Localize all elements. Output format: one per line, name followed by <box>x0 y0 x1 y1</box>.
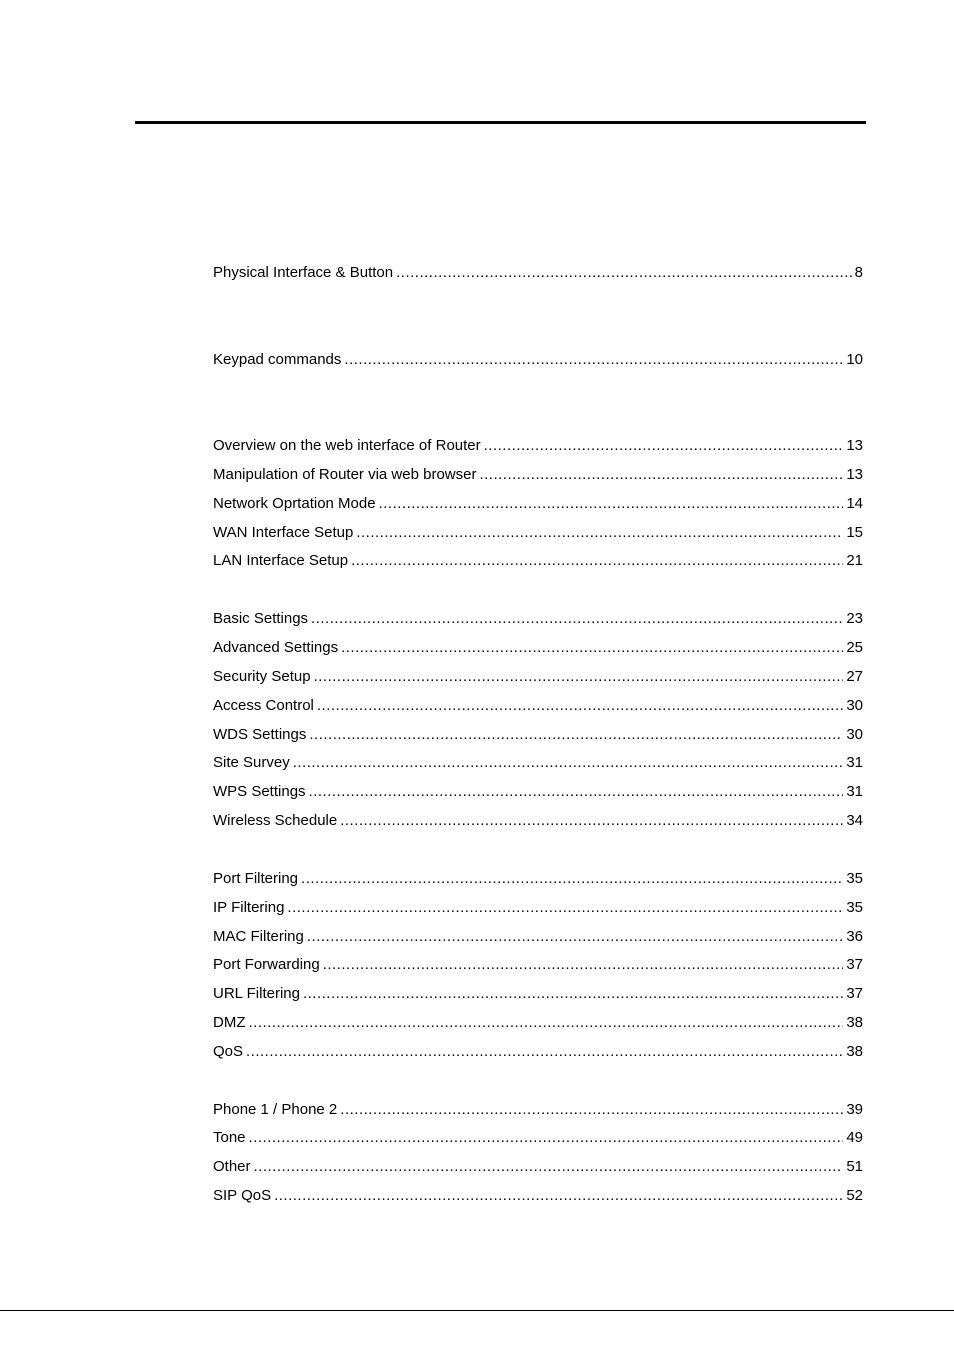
toc-entry[interactable] <box>213 753 863 773</box>
toc-entry-title: Other <box>213 1158 251 1175</box>
dot-leader <box>344 350 843 370</box>
toc-entry-title: Advanced Settings <box>213 639 339 656</box>
dot-leader <box>340 811 843 831</box>
toc-entry-page: 49 <box>846 1129 863 1146</box>
dot-leader <box>317 696 843 716</box>
toc-entry[interactable] <box>213 1100 863 1120</box>
toc-entry-title: Keypad commands <box>213 351 342 368</box>
toc-entry[interactable] <box>213 898 863 918</box>
toc-entry-page: 35 <box>846 899 863 916</box>
dot-leader <box>249 1128 844 1148</box>
dot-leader <box>309 725 843 745</box>
dot-leader <box>323 955 844 975</box>
toc-entry[interactable] <box>213 523 863 543</box>
dot-leader <box>303 984 843 1004</box>
dot-leader <box>246 1042 843 1062</box>
toc-entry-page: 34 <box>846 812 863 829</box>
toc-entry-page: 14 <box>846 495 863 512</box>
dot-leader <box>479 465 843 485</box>
toc-entry-page: 52 <box>846 1187 863 1204</box>
toc-entry-title: Site Survey <box>213 754 290 771</box>
toc-entry[interactable] <box>213 696 863 716</box>
toc-entry-title: IP Filtering <box>213 899 285 916</box>
toc-entry-title: QoS <box>213 1043 244 1060</box>
toc-entry-page: 39 <box>846 1101 863 1118</box>
toc-entry-page: 21 <box>846 552 863 569</box>
toc-entry[interactable] <box>213 1042 863 1062</box>
toc-entry[interactable] <box>213 551 863 571</box>
toc-entry[interactable] <box>213 609 863 629</box>
toc-entry-title: Physical Interface & Button <box>213 264 394 281</box>
toc-entry[interactable] <box>213 955 863 975</box>
dot-leader <box>484 436 844 456</box>
dot-leader <box>254 1157 844 1177</box>
toc-entry-title: Manipulation of Router via web browser <box>213 466 477 483</box>
toc-entry-title: WPS Settings <box>213 783 306 800</box>
toc-entry-title: DMZ <box>213 1014 246 1031</box>
toc-entry[interactable] <box>213 638 863 658</box>
toc-entry-page: 30 <box>846 726 863 743</box>
toc-entry-page: 30 <box>846 697 863 714</box>
toc-entry[interactable] <box>213 1157 863 1177</box>
toc-entry-page: 51 <box>846 1158 863 1175</box>
toc-entry-page: 8 <box>854 264 863 281</box>
footer-rule <box>0 1310 954 1311</box>
toc-entry-page: 31 <box>846 783 863 800</box>
toc-entry[interactable] <box>213 1013 863 1033</box>
toc-entry-title: Security Setup <box>213 668 311 685</box>
toc-entry-title: SIP QoS <box>213 1187 272 1204</box>
toc-entry-title: WDS Settings <box>213 726 307 743</box>
toc-entry-page: 13 <box>846 466 863 483</box>
toc-entry-title: Port Filtering <box>213 870 299 887</box>
dot-leader <box>301 869 843 889</box>
toc-entry-page: 37 <box>846 985 863 1002</box>
dot-leader <box>396 263 852 283</box>
dot-leader <box>307 927 843 947</box>
toc-entry-page: 27 <box>846 668 863 685</box>
dot-leader <box>356 523 843 543</box>
toc-entry[interactable] <box>213 350 863 370</box>
dot-leader <box>309 782 844 802</box>
dot-leader <box>293 753 844 773</box>
toc-entry-title: Network Oprtation Mode <box>213 495 376 512</box>
dot-leader <box>249 1013 844 1033</box>
dot-leader <box>379 494 844 514</box>
toc-entry[interactable] <box>213 436 863 456</box>
toc-entry[interactable] <box>213 667 863 687</box>
toc-entry-page: 23 <box>846 610 863 627</box>
toc-entry[interactable] <box>213 494 863 514</box>
toc-entry-page: 37 <box>846 956 863 973</box>
toc-entry-title: Access Control <box>213 697 314 714</box>
toc-entry-title: Phone 1 / Phone 2 <box>213 1101 338 1118</box>
toc-entry[interactable] <box>213 782 863 802</box>
toc-entry[interactable] <box>213 1128 863 1148</box>
toc-entry-title: LAN Interface Setup <box>213 552 349 569</box>
toc-entry[interactable] <box>213 927 863 947</box>
toc-entry-title: Tone <box>213 1129 246 1146</box>
dot-leader <box>287 898 843 918</box>
toc-entry[interactable] <box>213 725 863 745</box>
dot-leader <box>274 1186 843 1206</box>
dot-leader <box>311 609 843 629</box>
toc-entry-page: 36 <box>846 928 863 945</box>
toc-entry-page: 35 <box>846 870 863 887</box>
toc-entry-page: 10 <box>846 351 863 368</box>
dot-leader <box>351 551 843 571</box>
toc-entry[interactable] <box>213 811 863 831</box>
toc-entry[interactable] <box>213 1186 863 1206</box>
toc-entry-title: Wireless Schedule <box>213 812 338 829</box>
table-of-contents <box>213 0 863 1350</box>
toc-entry-page: 13 <box>846 437 863 454</box>
toc-entry-title: Port Forwarding <box>213 956 320 973</box>
dot-leader <box>314 667 844 687</box>
dot-leader <box>341 638 843 658</box>
toc-entry-page: 25 <box>846 639 863 656</box>
toc-entry-title: WAN Interface Setup <box>213 524 354 541</box>
toc-entry[interactable] <box>213 984 863 1004</box>
toc-entry-title: Overview on the web interface of Router <box>213 437 481 454</box>
toc-entry-title: Basic Settings <box>213 610 309 627</box>
toc-entry-page: 38 <box>846 1014 863 1031</box>
toc-entry-page: 31 <box>846 754 863 771</box>
toc-entry-page: 38 <box>846 1043 863 1060</box>
toc-entry[interactable] <box>213 465 863 485</box>
toc-entry-title: URL Filtering <box>213 985 300 1002</box>
toc-entry[interactable] <box>213 263 863 283</box>
toc-entry-page: 15 <box>846 524 863 541</box>
dot-leader <box>340 1100 843 1120</box>
toc-entry-title: MAC Filtering <box>213 928 304 945</box>
toc-entry[interactable] <box>213 869 863 889</box>
